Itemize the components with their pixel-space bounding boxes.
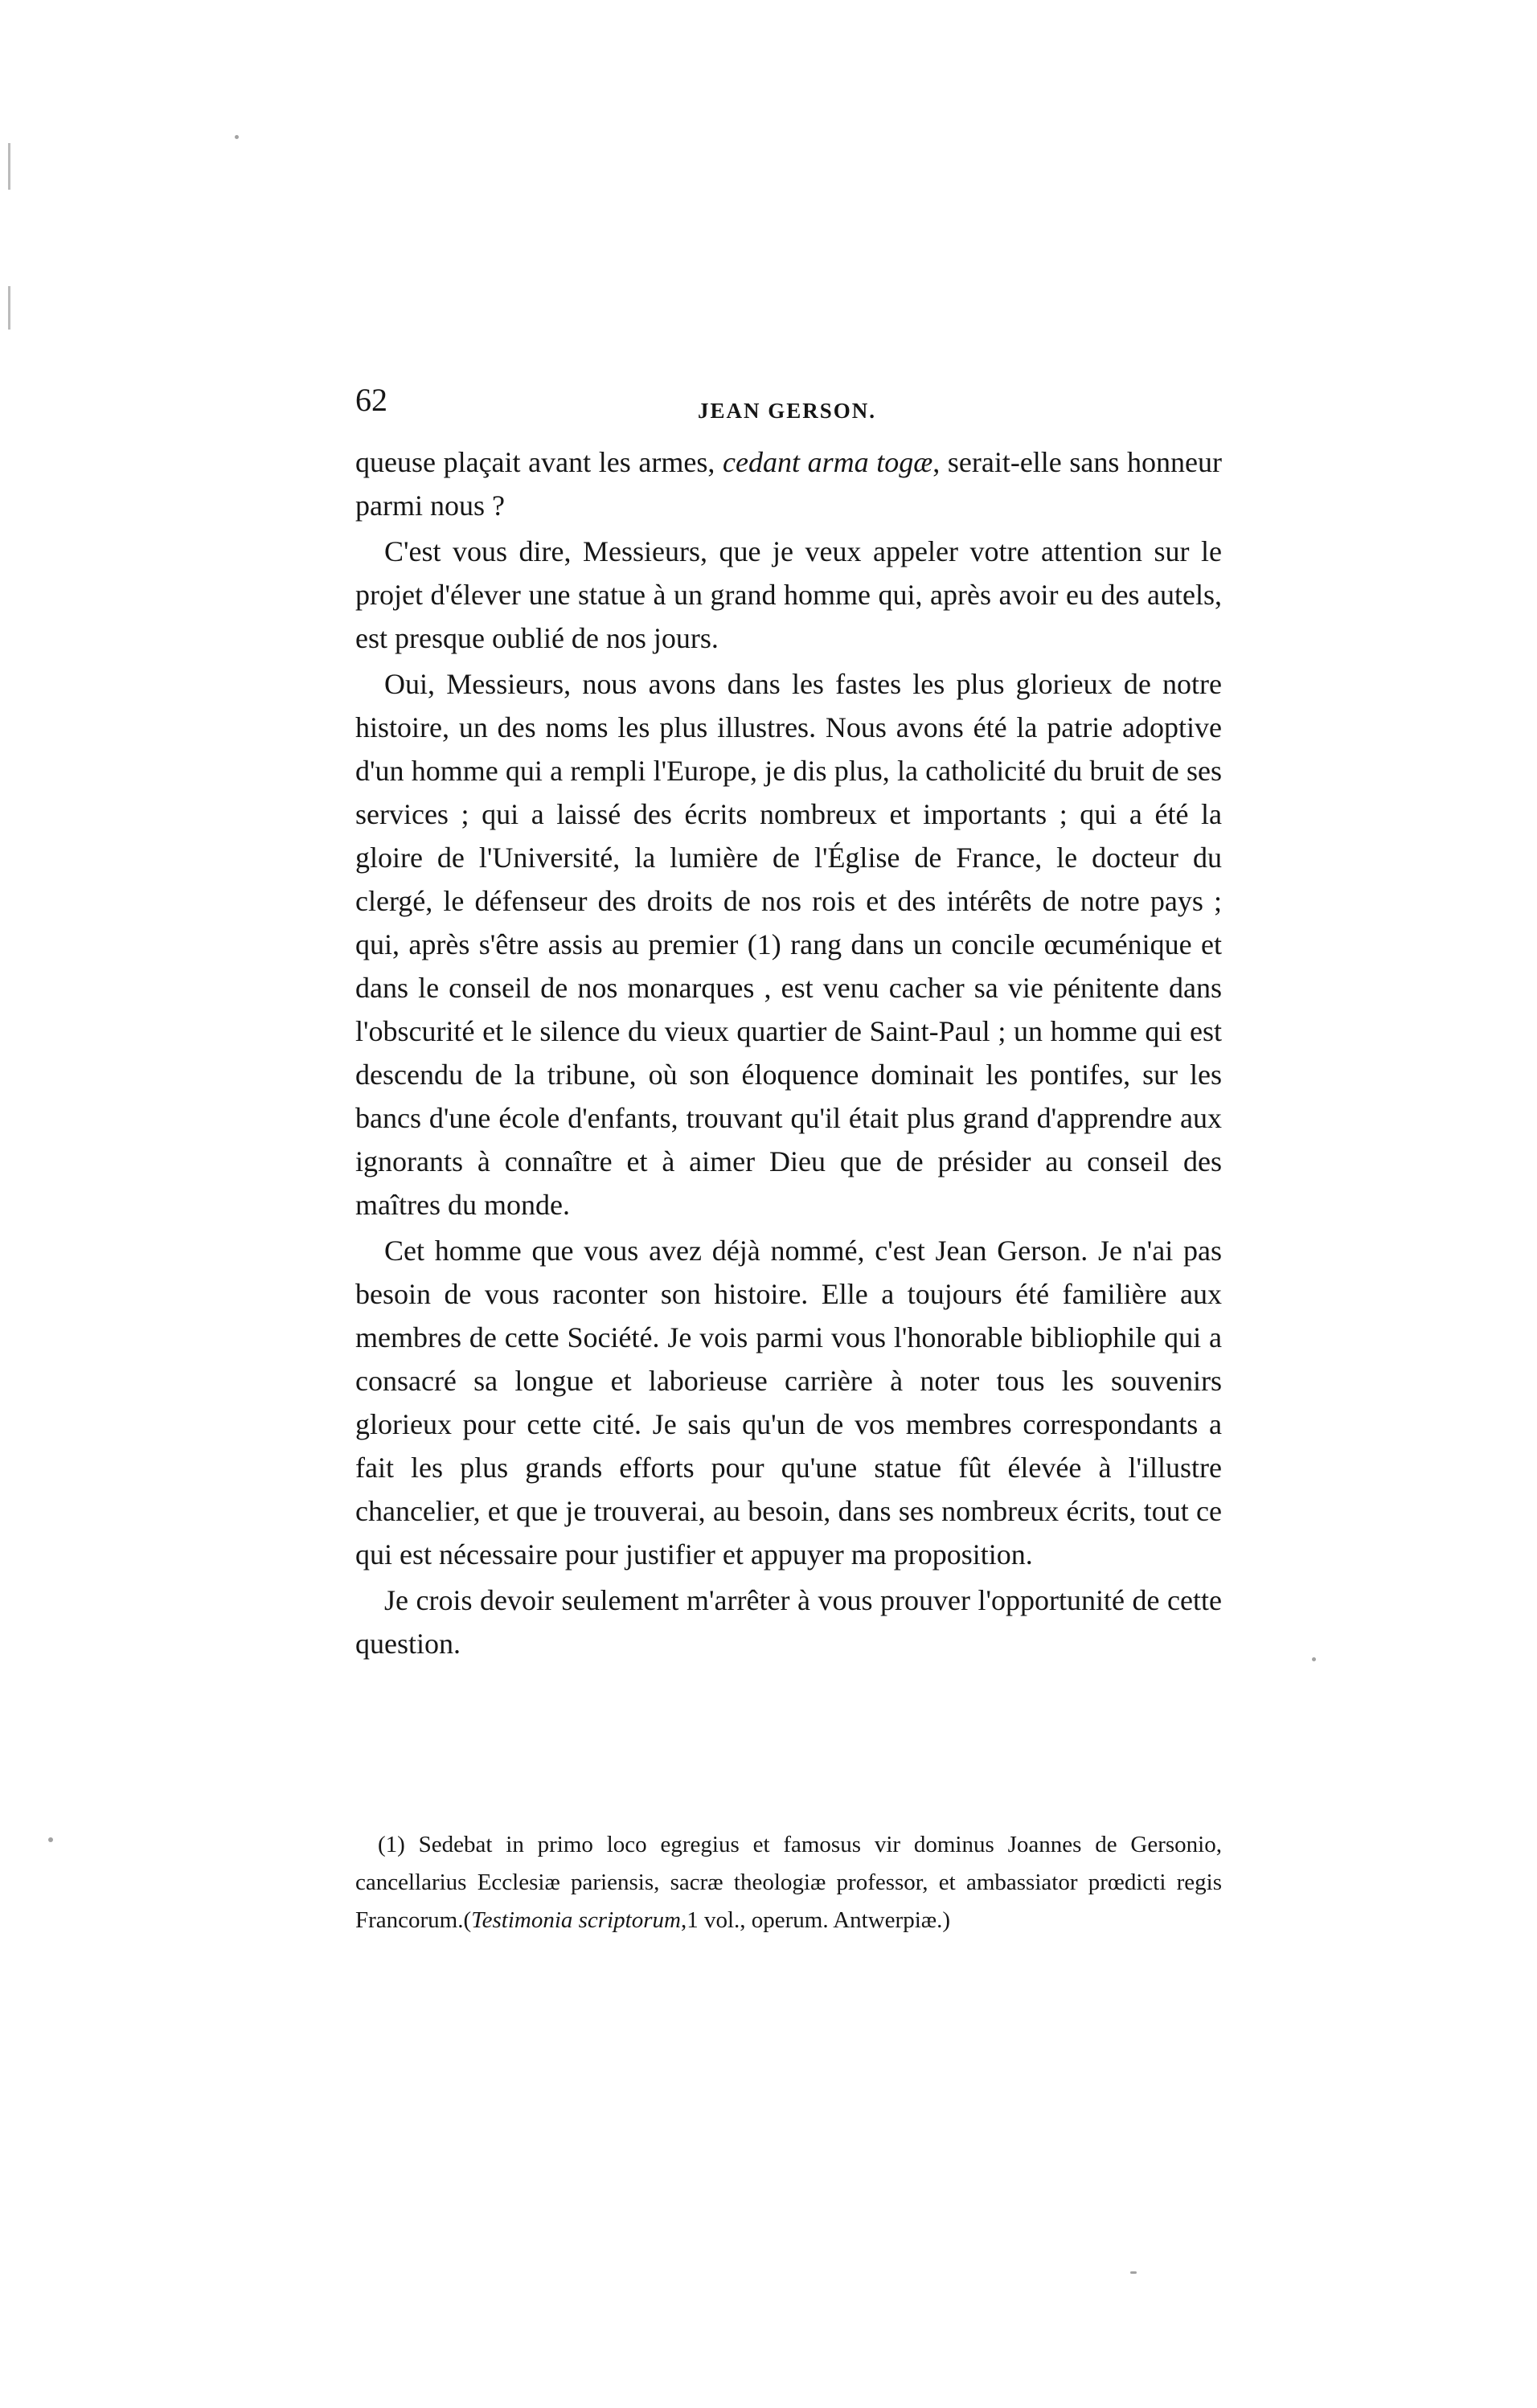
paper-speck — [1312, 1657, 1316, 1661]
paper-speck — [235, 135, 239, 139]
paragraph-jean-gerson: Cet homme que vous avez déjà nommé, c'est Jean Gerson. Je n'ai pas besoin de vous raconter son histoire. Elle a toujours été familière aux membres de cette Société. Je vois parmi vous l'honorable bibliophile qui a consacré sa longue et laborieuse carrière à noter tous les souvenirs glorieux pour cette cité. Je sais qu'un de vos membres correspondants a fait les plus grands efforts pour qu'une statue fût élevée à l'illustre chancelier, et que je trouverai, au besoin, dans ses nombreux écrits, tout ce qui est nécessaire pour justifier et appuyer ma proposition. — [355, 1235, 1222, 1571]
footnote-1 — [355, 1826, 1222, 1939]
italic-latin-phrase: cedant arma togæ — [722, 446, 933, 478]
paragraph-text: queuse plaçait avant les armes, — [355, 446, 723, 478]
paragraph-continuation — [355, 440, 1222, 527]
footnote-text: (1) Sedebat in primo loco egregius et famosus vir dominus Joannes de Gersonio, cancellarius Ecclesiæ pariensis, sacræ theologiæ professor, et ambassiator prœdicti regis Francorum.( — [355, 1832, 1222, 1933]
page-number: 62 — [355, 382, 387, 418]
paper-speck — [1130, 2271, 1137, 2274]
main-text — [355, 440, 1222, 1665]
footnote-italic-title: Testimonia scriptorum — [471, 1907, 681, 1933]
paper-speck — [48, 1837, 53, 1842]
paragraph-text: , serait-elle sans honneur parmi nous ? — [355, 446, 1223, 522]
scan-edge-mark — [8, 286, 10, 330]
scan-edge-mark — [8, 143, 10, 190]
running-title: JEAN GERSON. — [698, 399, 877, 423]
paragraph-appeal-attention: C'est vous dire, Messieurs, que je veux appeler votre attention sur le projet d'élever une statue à un grand homme qui, après avoir eu des autels, est presque oublié de nos jours. — [355, 535, 1222, 654]
paragraph-opportunity: Je crois devoir seulement m'arrêter à vous prouver l'opportunité de cette question. — [355, 1584, 1222, 1660]
footnote-text: ,1 vol., operum. Antwerpiæ.) — [680, 1907, 951, 1933]
footnote-area — [355, 1826, 1222, 1939]
paragraph-glorious-history: Oui, Messieurs, nous avons dans les fastes les plus glorieux de notre histoire, un des noms les plus illustres. Nous avons été la patrie adoptive d'un homme qui a rempli l'Europe, je dis plus, la catholicité du bruit de ses services ; qui a laissé des écrits nombreux et importants ; qui a été la gloire de l'Université, la lumière de l'Église de France, le docteur du clergé, le défenseur des droits de nos rois et des intérêts de notre pays ; qui, après s'être assis au premier (1) rang dans un concile œcuménique et dans le conseil de nos monarques , est venu cacher sa vie pénitente dans l'obscurité et le silence du vieux quartier de Saint-Paul ; un homme qui est descendu de la tribune, où son éloquence dominait les pontifes, sur les bancs d'une école d'enfants, trouvant qu'il était plus grand d'apprendre aux ignorants à connaître et à aimer Dieu que de présider au conseil des maîtres du monde. — [355, 668, 1222, 1221]
